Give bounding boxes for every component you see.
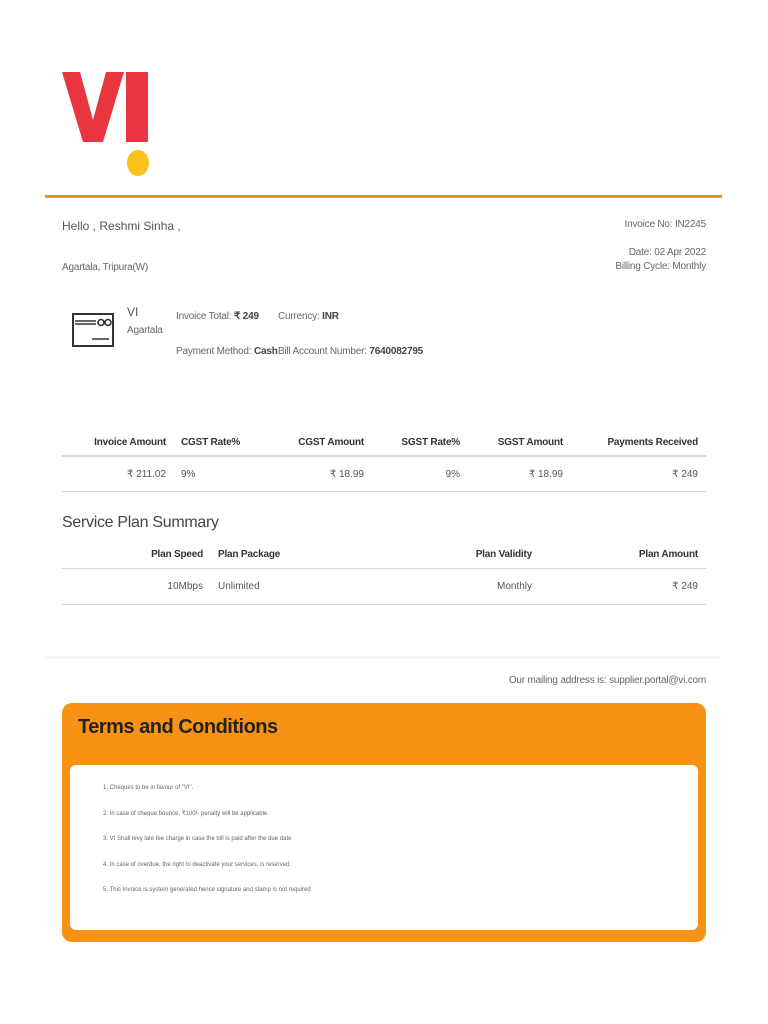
logo-i-dot (127, 150, 149, 176)
term-item: 3. VI Shall levy late fee charge in case the bill is paid after the due date (103, 836, 292, 842)
logo-i-bar (126, 72, 148, 142)
invoice-total (176, 311, 259, 322)
td-cgst-amount: ₹ 18.99 (329, 469, 364, 480)
invoice-date: Date: 02 Apr 2022 (628, 247, 706, 258)
th-invoice-amount: Invoice Amount (94, 437, 166, 448)
td-plan-speed: 10Mbps (167, 581, 203, 592)
bill-account-number (278, 346, 423, 357)
currency (278, 311, 339, 322)
bill-account-value: 7640082795 (369, 346, 424, 357)
table-header-rule (62, 455, 706, 457)
footer-divider (45, 657, 722, 658)
td-sgst-rate: 9% (445, 469, 460, 480)
th-payments-received: Payments Received (607, 437, 698, 448)
payment-method-label: Payment Method: (176, 346, 252, 357)
td-payments-received: ₹ 249 (672, 469, 698, 480)
th-plan-package: Plan Package (218, 549, 281, 560)
bill-account-label: Bill Account Number: (278, 346, 367, 357)
header-divider (45, 195, 722, 198)
term-item: 4. In case of overdue, the right to deactivate your services, is reserved. (103, 862, 292, 868)
terms-title: Terms and Conditions (78, 716, 278, 738)
td-plan-validity: Monthly (496, 581, 532, 592)
th-plan-speed: Plan Speed (151, 549, 203, 560)
currency-label: Currency: (278, 311, 320, 322)
td-invoice-amount: ₹ 211.02 (127, 469, 166, 480)
th-plan-amount: Plan Amount (638, 549, 698, 560)
mailing-address: Our mailing address is: supplier.portal@vi.com (508, 675, 706, 686)
plan-header-rule (62, 568, 706, 569)
billing-cycle: Billing Cycle: Monthly (615, 261, 706, 272)
invoice-total-label: Invoice Total: (176, 311, 232, 322)
payment-method (176, 346, 278, 357)
th-cgst-amount: CGST Amount (298, 437, 364, 448)
invoice-total-value: ₹ 249 (233, 311, 259, 322)
td-plan-amount: ₹ 249 (672, 581, 698, 592)
term-item: 1. Cheques to be in favour of "VI". (103, 785, 194, 791)
term-item: 2. In case of cheque bounce, ₹100/- penalty will be applicable. (103, 811, 269, 817)
th-sgst-amount: SGST Amount (497, 437, 563, 448)
plan-section-title: Service Plan Summary (62, 514, 219, 531)
logo-v-mark (62, 72, 124, 142)
td-sgst-amount: ₹ 18.99 (528, 469, 563, 480)
td-plan-package: Unlimited (218, 581, 260, 592)
term-item: 5. This Invoice is system generated hence signature and stamp is not required (103, 887, 311, 893)
customer-address: Agartala, Tripura(W) (62, 262, 149, 273)
supplier-name: VI (127, 305, 139, 319)
th-sgst-rate: SGST Rate% (401, 437, 460, 448)
table-bottom-rule (62, 491, 706, 492)
customer-greeting: Hello , Reshmi Sinha , (62, 219, 181, 233)
td-cgst-rate: 9% (181, 469, 196, 480)
bill-card-icon (72, 313, 114, 347)
th-plan-validity: Plan Validity (475, 549, 532, 560)
supplier-city: Agartala (127, 325, 163, 336)
invoice-number: Invoice No: IN2245 (624, 219, 706, 230)
payment-method-value: Cash (253, 346, 278, 357)
currency-value: INR (322, 311, 339, 322)
plan-bottom-rule (62, 604, 706, 605)
th-cgst-rate: CGST Rate% (181, 437, 241, 448)
